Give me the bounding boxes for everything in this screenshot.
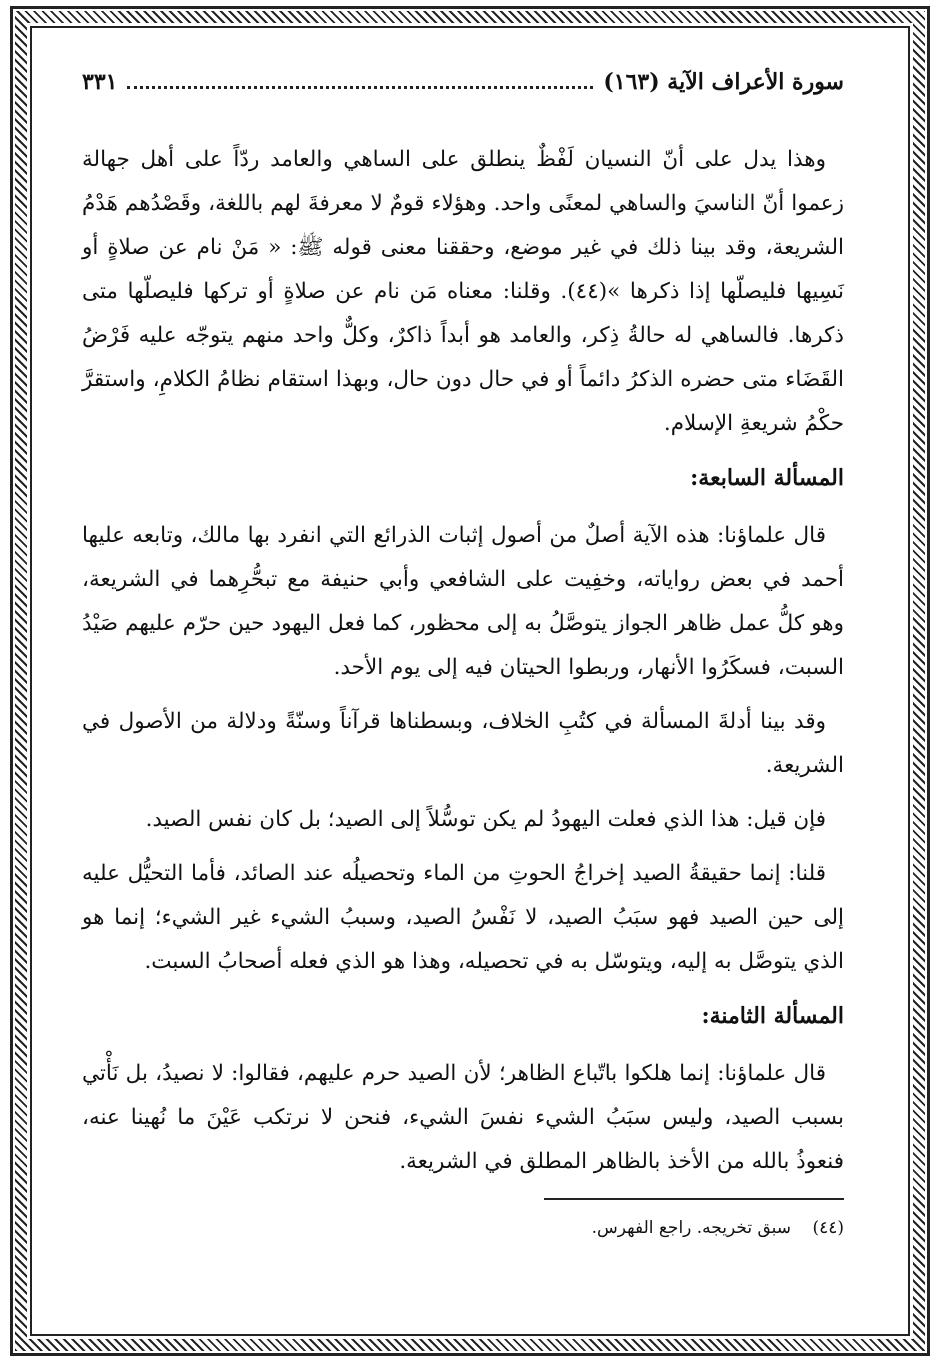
footnote (82, 1208, 844, 1248)
footnote-number: (٤٤) (812, 1218, 844, 1238)
section-heading-eighth: المسألة الثامنة: (701, 1003, 844, 1029)
running-header-title: سورة الأعراف الآية (١٦٣) (603, 69, 844, 95)
page-content (82, 60, 844, 1248)
page-body (82, 138, 844, 1248)
footnote-text: سبق تخريجه. راجع الفهرس. (591, 1218, 792, 1238)
paragraph: فإن قيل: هذا الذي فعلت اليهودُ لم يكن توسُّلاً إلى الصيد؛ بل كان نفس الصيد. (145, 807, 826, 832)
paragraph: وقد بينا أدلةَ المسألة في كتُبِ الخلاف، وبسطناها قرآناً وسنّةً ودلالة من الأصول في الشريعة. (82, 709, 844, 778)
paragraph: قال علماؤنا: إنما هلكوا باتّباع الظاهر؛ لأن الصيد حرم عليهم، فقالوا: لا نصيدُ، بل نَأْتي بسبب الصيد، وليس سبَبُ الشيء نفسَ الشيء، فنحن لا نرتكب عَيْنَ ما نُهينا عنه، فنعوذُ بالله من الأخذ بالظاهر المطلق في الشريعة. (82, 1061, 844, 1174)
page-number: ٣٣١ (82, 69, 118, 95)
paragraph: قال علماؤنا: هذه الآية أصلٌ من أصول إثبات الذرائع التي انفرد بها مالك، وتابعه عليها أحمد في بعض رواياته، وخفِيت على الشافعي وأبي حنيفة مع تبحُّرِهما في الشريعة، وهو كلُّ عمل ظاهر الجواز يتوصَّلُ به إلى محظور، كما فعل اليهود حين حرّم عليهم صَيْدُ السبت، فسكَرُوا الأنهار، وربطوا الحيتان فيه إلى يوم الأحد. (82, 523, 844, 680)
footnote-separator (544, 1198, 844, 1200)
paragraph: قلنا: إنما حقيقةُ الصيد إخراجُ الحوتِ من الماء وتحصيلُه عند الصائد، فأما التحيُّل عليه إلى حين الصيد فهو سبَبُ الصيد، لا نَفْسُ الصيد، وسببُ الشيء غير الشيء؛ إنما هو الذي يتوصَّل به إليه، ويتوسّل به في تحصيله، وهذا هو الذي فعله أصحابُ السبت. (82, 861, 844, 974)
running-header (82, 60, 844, 104)
section-heading-seventh: المسألة السابعة: (690, 465, 844, 491)
header-dot-leader (127, 74, 593, 89)
paragraph: وهذا يدل على أنّ النسيان لَفْظٌ ينطلق على الساهي والعامد ردّاً على أهل جهالة زعموا أنّ الناسيَ والساهي لمعنًى واحد. وهؤلاء قومٌ لا معرفةَ لهم باللغة، وقَصْدُهم هَدْمُ الشريعة، وقد بينا ذلك في غير موضع، وحققنا معنى قوله ﷺ: « مَنْ نام عن صلاةٍ أو نَسِيها فليصلّها إذا ذكرها »(٤٤). وقلنا: معناه مَن نام عن صلاةٍ أو تركها فليصلّها متى ذكرها. فالساهي له حالةُ ذِكر، والعامد هو أبداً ذاكرٌ، وكلٌّ واحد منهم يتوجّه عليه فَرْضُ القَضَاء متى حضره الذكرُ دائماً أو في حال دون حال، وبهذا استقام نظامُ الكلامِ، واستقرَّ حكْمُ شريعةِ الإسلام. (82, 147, 844, 436)
